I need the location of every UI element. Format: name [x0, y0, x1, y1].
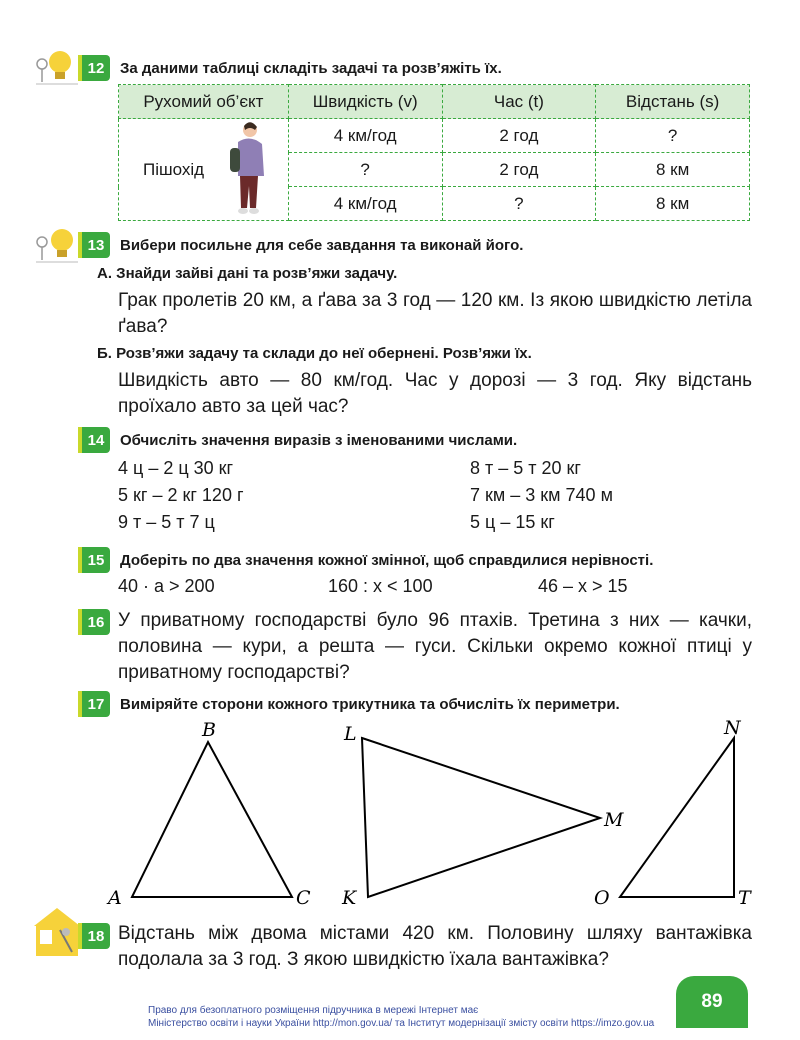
task-number-12: 12: [82, 55, 110, 81]
task-13-b-text: Швидкість авто — 80 км/год. Час у дорозі — 3 год. Яку відстань проїхало авто за цей час?: [118, 370, 752, 417]
triangle-abc: [132, 742, 292, 897]
table-cell: ?: [288, 153, 442, 187]
triangle-lmk: [362, 738, 600, 897]
lightbulb-icon: [32, 226, 82, 266]
expression: 5 кг – 2 кг 120 г: [118, 485, 244, 505]
task-number-13: 13: [82, 232, 110, 258]
vertex-label: A: [108, 887, 122, 909]
expression: 9 т – 5 т 7 ц: [118, 512, 215, 532]
table-cell: 2 год: [442, 153, 596, 187]
footer-line: Міністерство освіти і науки України http://mon.gov.ua/ та Інститут модернізації змісту освіти https://imzo.gov.ua: [148, 1018, 655, 1029]
task-17-text: Виміряйте сторони кожного трикутника та обчисліть їх периметри.: [120, 696, 620, 713]
vertex-label: C: [296, 887, 311, 909]
inequality: 160 : x < 100: [328, 576, 433, 596]
header-distance: Відстань (s): [596, 85, 750, 119]
task-12-text: За даними таблиці складіть задачі та розв’яжіть їх.: [120, 60, 502, 77]
vertex-label: K: [342, 887, 357, 909]
vertex-label: M: [604, 809, 624, 831]
vertex-label: L: [344, 723, 357, 745]
vertex-label: N: [724, 717, 741, 739]
triangles-figure: [100, 716, 780, 912]
vertex-label: T: [738, 887, 751, 909]
table-cell: 2 год: [442, 119, 596, 153]
task-18-text: Відстань між двома містами 420 км. Половину шляху вантажівка подолала за 3 год. З якою швидкістю їхала вантажівка?: [118, 923, 752, 970]
table-cell: 4 км/год: [288, 119, 442, 153]
task-number-16: 16: [82, 609, 110, 635]
task-13-a-text: Грак пролетів 20 км, а ґава за 3 год — 120 км. Із якою швидкістю летіла ґава?: [118, 290, 752, 337]
expression: 7 км – 3 км 740 м: [470, 485, 613, 505]
task-13-option-b: Б. Розв’яжи задачу та склади до неї обернені. Розв’яжи їх.: [97, 345, 532, 362]
inequality: 40 · a > 200: [118, 576, 215, 596]
pedestrian-illustration: [222, 120, 272, 216]
footer-line: Право для безоплатного розміщення підручника в мережі Інтернет має: [148, 1005, 479, 1016]
expression: 4 ц – 2 ц 30 кг: [118, 458, 234, 478]
task-number-15: 15: [82, 547, 110, 573]
table-cell: 4 км/год: [288, 187, 442, 221]
task-number-18: 18: [82, 923, 110, 949]
page-number: 89: [676, 976, 748, 1028]
object-label: Пішохід: [143, 159, 205, 179]
expression: 5 ц – 15 кг: [470, 512, 555, 532]
table-cell: 8 км: [596, 153, 750, 187]
task-15-text: Доберіть по два значення кожної змінної, щоб справдилися нерівності.: [120, 552, 654, 569]
vertex-label: B: [202, 719, 216, 741]
vertex-label: O: [594, 887, 610, 909]
task-13-text: Вибери посильне для себе завдання та виконай його.: [120, 237, 524, 254]
expression: 8 т – 5 т 20 кг: [470, 458, 581, 478]
task-number-17: 17: [82, 691, 110, 717]
header-time: Час (t): [442, 85, 596, 119]
inequality: 46 – x > 15: [538, 576, 628, 596]
task-16-text: У приватному господарстві було 96 птахів. Третина з них — качки, половина — кури, а решта — гуси. Скільки окремо кожної птиці у приватному господарстві?: [118, 610, 752, 683]
task-14-text: Обчисліть значення виразів з іменованими числами.: [120, 432, 518, 449]
header-speed: Швидкість (v): [288, 85, 442, 119]
data-table: [118, 84, 750, 221]
triangle-not: [620, 738, 734, 897]
header-object: Рухомий об’єкт: [119, 85, 289, 119]
house-icon: [30, 906, 84, 958]
table-cell: 8 км: [596, 187, 750, 221]
table-cell: ?: [596, 119, 750, 153]
lightbulb-icon: [32, 48, 82, 88]
task-13-option-a: А. Знайди зайві дані та розв’яжи задачу.: [97, 265, 398, 282]
task-number-14: 14: [82, 427, 110, 453]
table-cell: ?: [442, 187, 596, 221]
